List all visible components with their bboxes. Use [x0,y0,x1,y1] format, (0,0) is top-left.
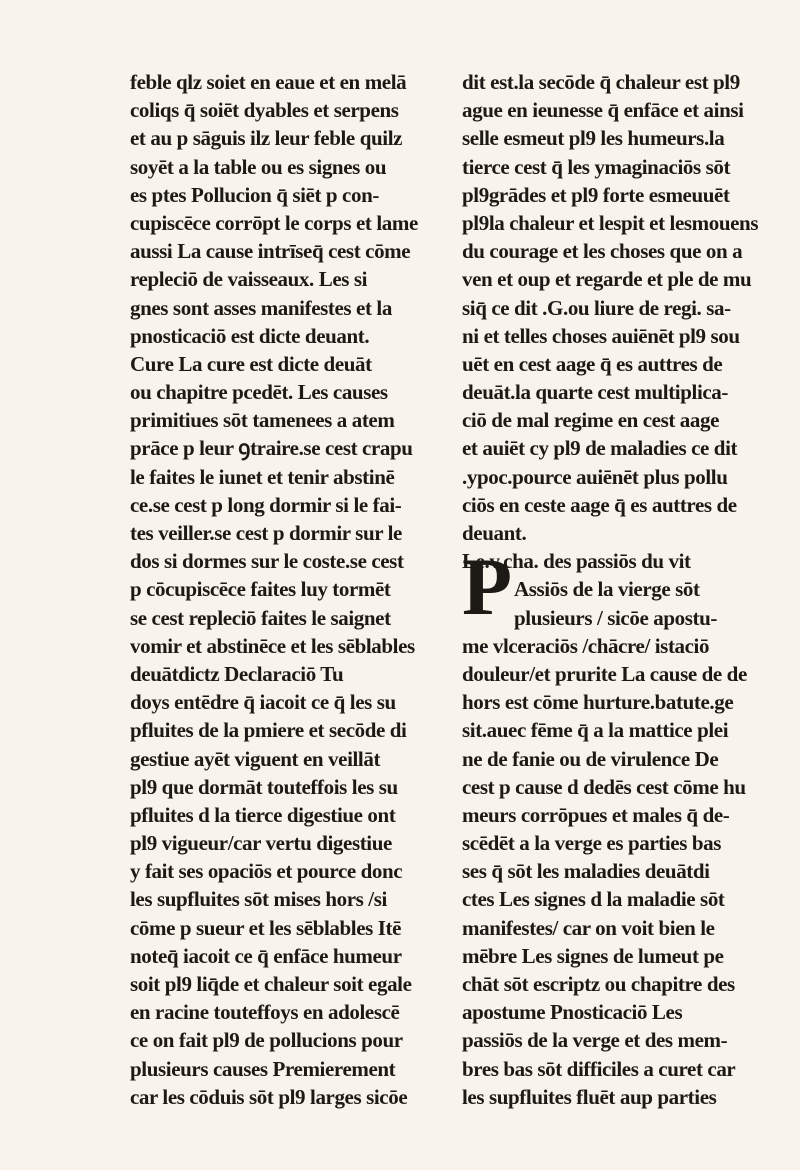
text-line: ague en ieunesse q̄ enfāce et ainsi [462,98,744,123]
text-line: coliqs q̄ soiēt dyables et serpens [130,98,399,123]
text-line: y fait ses opaciōs et pource donc [130,859,403,884]
text-line: ce on fait pl9 de pollucions pour [130,1028,403,1053]
text-line: deuāt.la quarte cest multiplica- [462,380,729,405]
text-line: deuātdictz Declaraciō Tu [130,661,344,686]
text-line: soyēt a la table ou es signes ou [130,154,387,179]
text-line: prāce p leur ꝯtraire.se cest crapu [130,436,413,461]
text-line: du courage et les choses que on a [462,239,743,264]
text-line: ciōs en ceste aage q̄ es auttres de [462,492,737,517]
text-line: douleur/et prurite La cause de de [462,661,747,686]
left-text-column [130,68,450,1111]
text-line: gnes sont asses manifestes et la [130,295,392,320]
text-line: Cure La cure est dicte deuāt [130,351,372,376]
text-line: siq̄ ce dit .G.ou liure de regi. sa- [462,295,731,320]
text-line: plusieurs / sicōe apostu- [514,605,717,630]
text-line: pl9grādes et pl9 forte esmeuuēt [462,182,730,207]
text-line: plusieurs causes Premierement [130,1056,396,1081]
text-line: aussi La cause intrīseq̄ cest cōme [130,239,411,264]
text-line: ven et oup et regarde et ple de mu [462,267,752,292]
text-line: les supfluites sōt mises hors /si [130,887,387,912]
text-line: gestiue ayēt viguent en veillāt [130,746,381,771]
text-line: cest p cause d dedēs cest cōme hu [462,774,746,799]
text-line: vomir et abstinēce et les sēblables [130,633,415,658]
text-line: et au p sāguis ilz leur feble quilz [130,126,403,151]
text-line: scēdēt a la verge es parties bas [462,831,721,856]
text-line: ctes Les signes d la maladie sōt [462,887,725,912]
text-line: le faites le iunet et tenir abstinē [130,464,395,489]
text-line: ciō de mal regime en cest aage [462,408,720,433]
text-line: primitiues sōt tamenees a atem [130,408,395,433]
text-line: les supfluites fluēt aup parties [462,1084,717,1109]
text-line: hors est cōme hurture.batute.ge [462,690,734,715]
text-line: ni et telles choses auiēnēt pl9 sou [462,323,740,348]
text-line: apostume Pnosticaciō Les [462,1000,683,1025]
text-line: soit pl9 liq̄de et chaleur soit egale [130,972,412,996]
text-line: p cōcupiscēce faites luy tormēt [130,577,391,602]
text-line: ne de fanie ou de virulence De [462,746,719,771]
text-line: me vlceraciōs /chācre/ istaciō [462,633,710,658]
text-line: pnosticaciō est dicte deuant. [130,323,370,348]
text-line: pl9 que dormāt touteffois les su [130,774,398,799]
text-line: selle esmeut pl9 les humeurs.la [462,126,725,151]
text-line: pl9 vigueur/car vertu digestiue [130,831,392,856]
text-line: bres bas sōt difficiles a curet car [462,1056,736,1081]
text-line: passiōs de la verge et des mem- [462,1028,728,1053]
text-line: uēt en cest aage q̄ es auttres de [462,351,723,376]
text-line: ses q̄ sōt les maladies deuātdi [462,859,710,884]
text-line: feble qlz soiet en eaue et en melā [130,70,407,94]
drop-cap: P [462,541,513,632]
text-line: meurs corrōpues et males q̄ de- [462,802,730,827]
text-line: car les cōduis sōt pl9 larges sicōe [130,1084,408,1109]
text-line: ou chapitre pcedēt. Les causes [130,380,388,405]
text-line: Le.v.cha. des passiōs du vit [462,549,691,574]
text-line: doys entēdre q̄ iacoit ce q̄ les su [130,690,396,715]
text-line: sit.auec fēme q̄ a la mattice plei [462,718,729,743]
text-line: manifestes/ car on voit bien le [462,915,715,940]
text-line: dit est.la secōde q̄ chaleur est pl9 [462,70,740,94]
text-line: es ptes Pollucion q̄ siēt p con- [130,182,379,207]
text-line: noteq̄ iacoit ce q̄ enfāce humeur [130,943,402,968]
text-line: .ypoc.pource auiēnēt plus pollu [462,464,728,489]
text-line: pfluites de la pmiere et secōde di [130,718,407,743]
text-line: repleciō de vaisseaux. Les si [130,267,368,292]
text-line: cōme p sueur et les sēblables Itē [130,915,402,940]
text-line: deuant. [462,521,527,545]
text-line: mēbre Les signes de lumeut pe [462,943,724,968]
text-line: Assiōs de la vierge sōt [514,577,700,602]
text-line: pfluites d la tierce digestiue ont [130,802,396,827]
text-line: cupiscēce corrōpt le corps et lame [130,210,418,235]
text-line: pl9la chaleur et lespit et lesmouens [462,210,759,235]
text-line: tes veiller.se cest p dormir sur le [130,521,402,545]
text-line: dos si dormes sur le coste.se cest [130,549,404,574]
text-line: et auiēt cy pl9 de maladies ce dit [462,436,738,461]
text-line: tierce cest q̄ les ymaginaciōs sōt [462,154,731,179]
text-line: ce.se cest p long dormir si le fai- [130,492,402,517]
text-line: en racine touteffoys en adolescē [130,1000,400,1025]
text-line: chāt sōt escriptz ou chapitre des [462,972,735,996]
text-line: se cest repleciō faites le saignet [130,605,391,630]
